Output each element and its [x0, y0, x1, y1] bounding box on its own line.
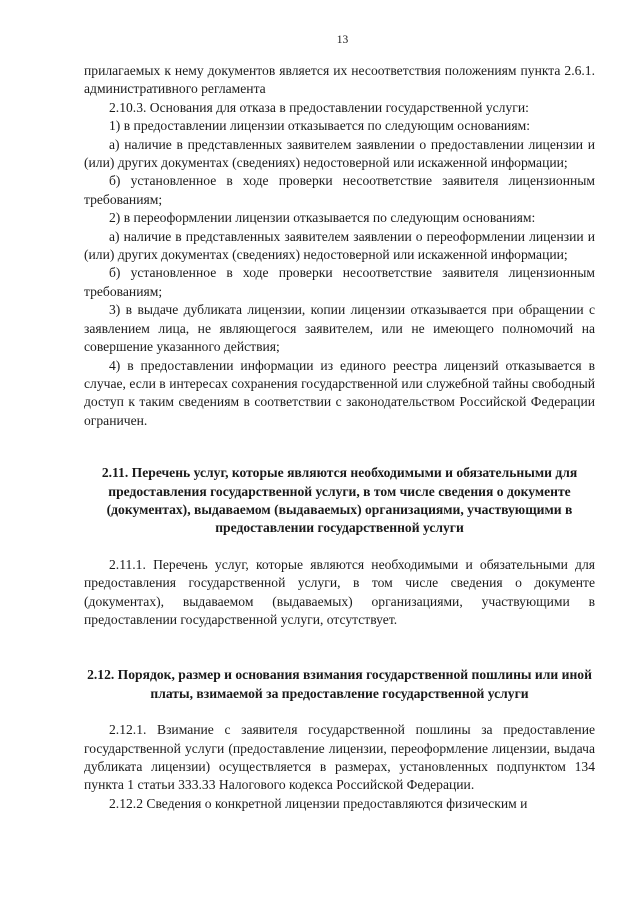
paragraph-refusal-reissue-b: б) установленное в ходе проверки несоответствие заявителя лицензионным требованиям;: [84, 265, 595, 299]
paragraph-refusal-duplicate: 3) в выдаче дубликата лицензии, копии лицензии отказывается при обращении с заявлением лица, не являющегося заявителем, или не имеющего полномочий на совершение указанного действия;: [84, 302, 595, 355]
body-text-2-11: [84, 556, 595, 630]
paragraph-refusal-reissue-a: а) наличие в представленных заявителем заявлении о переоформлении лицензии и (или) других документах (сведениях) недостоверной или искаженной информации;: [84, 228, 595, 263]
body-text-top: [84, 62, 595, 430]
section-heading-2-12: 2.12. Порядок, размер и основания взимания государственной пошлины или иной платы, взимаемой за предоставление государственной услуги: [87, 667, 592, 701]
paragraph-2-12-1: 2.12.1. Взимание с заявителя государственной пошлины за предоставление государственной услуги (предоставление лицензии, переоформление лицензии, выдача дубликата лицензии) осуществляется в размерах, установленных подпунктом 134 пункта 1 статьи 333.33 Налогового кодекса Российской Федерации.: [84, 722, 595, 793]
paragraph-refusal-registry: 4) в предоставлении информации из единого реестра лицензий отказывается в случае, если в интересах сохранения государственной или служебной тайны свободный доступ к таким сведениям в соответствии с законодательством Российской Федерации ограничен.: [84, 357, 595, 428]
section-heading-2-11: 2.11. Перечень услуг, которые являются необходимыми и обязательными для предоставления государственной услуги, в том числе сведения о документе (документах), выдаваемом (выдаваемых) организациями, участвующими в предоставлении государственной услуги: [101, 465, 578, 536]
paragraph-2-10-3: 2.10.3. Основания для отказа в предоставлении государственной услуги:: [109, 99, 529, 115]
paragraph-2-12-2: 2.12.2 Сведения о конкретной лицензии предоставляются физическим и: [109, 795, 528, 811]
paragraph-continuation: прилагаемых к нему документов является их несоответствия положениям пункта 2.6.1. административного регламента: [84, 63, 595, 97]
paragraph-refusal-reissue: 2) в переоформлении лицензии отказывается по следующим основаниям:: [109, 210, 536, 226]
paragraph-refusal-license-b: б) установленное в ходе проверки несоответствие заявителя лицензионным требованиям;: [84, 173, 595, 207]
paragraph-refusal-license: 1) в предоставлении лицензии отказывается по следующим основаниям:: [109, 118, 530, 134]
paragraph-2-11-1: 2.11.1. Перечень услуг, которые являются необходимыми и обязательными для предоставления государственной услуги, в том числе сведения о документе (документах), выдаваемом (выдаваемых) организациями, участвующими в предоставлении государственной услуги, отсутствует.: [84, 556, 595, 627]
page-number: 13: [336, 34, 349, 46]
paragraph-refusal-license-a: а) наличие в представленных заявителем заявлении о предоставлении лицензии и (или) других документах (сведениях) недостоверной или искаженной информации;: [84, 136, 595, 171]
body-text-2-12: [84, 721, 595, 813]
